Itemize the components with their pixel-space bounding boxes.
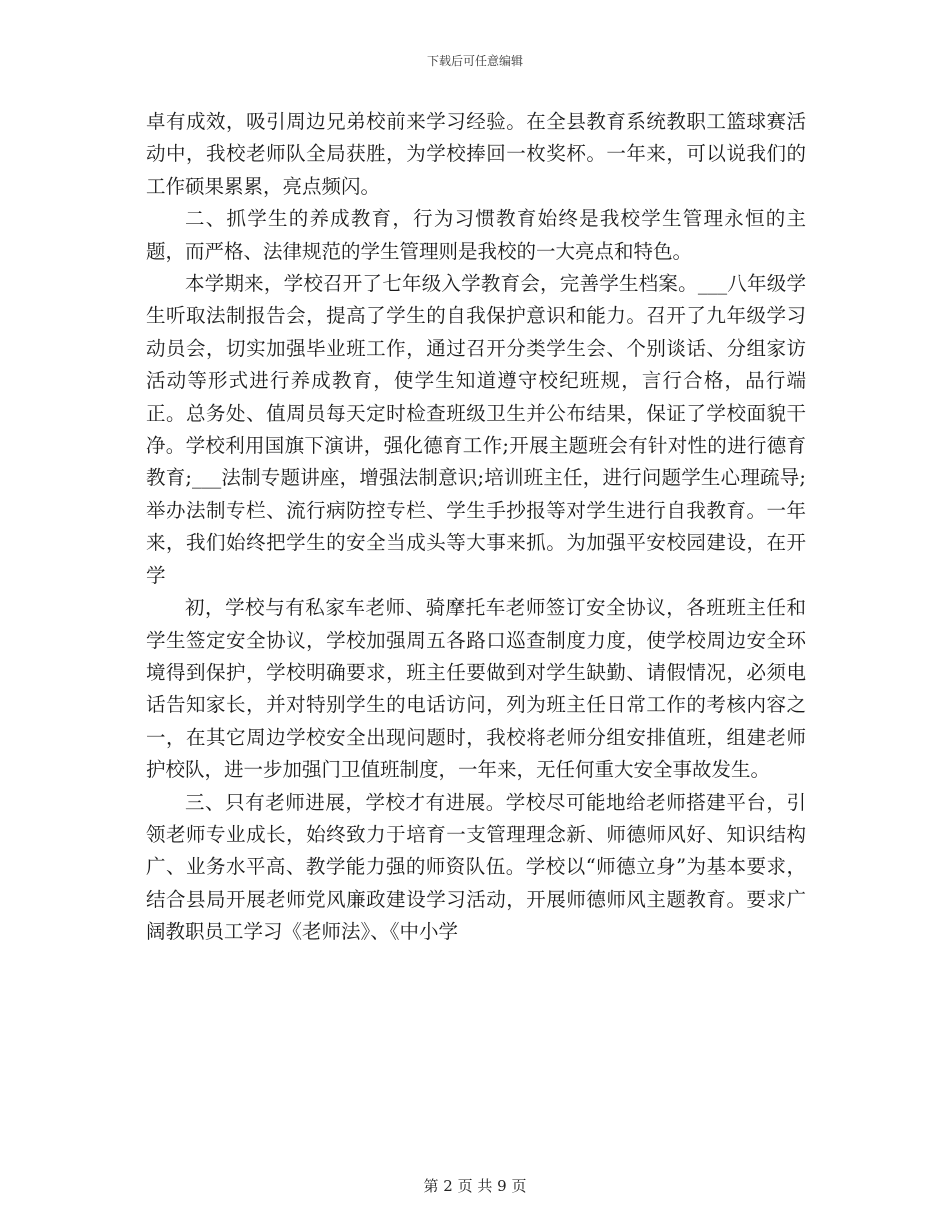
- paragraph-2: 二、抓学生的养成教育，行为习惯教育始终是我校学生管理永恒的主题，而严格、法律规范的学生管理则是我校的一大亮点和特色。: [146, 207, 806, 263]
- paragraph-4: 初，学校与有私家车老师、骑摩托车老师签订安全协议，各班班主任和学生签定安全协议，学校加强周五各路口巡查制度力度，使学校周边安全环境得到保护，学校明确要求，班主任要做到对学生缺勤、请假情况，必须电话告知家长，并对特别学生的电话访问，列为班主任日常工作的考核内容之一，在其它周边学校安全出现问题时，我校将老师分组安排值班，组建老师护校队，进一步加强门卫值班制度，一年来，无任何重大安全事故发生。: [146, 596, 806, 782]
- paragraph-3: 本学期来，学校召开了七年级入学教育会，完善学生档案。___八年级学生听取法制报告会，提高了学生的自我保护意识和能力。召开了九年级学习动员会，切实加强毕业班工作，通过召开分类学生会、个别谈话、分组家访活动等形式进行养成教育，使学生知道遵守校纪班规，言行合格，品行端正。总务处、值周员每天定时检查班级卫生并公布结果，保证了学校面貌干净。学校利用国旗下演讲，强化德育工作;开展主题班会有针对性的进行德育教育;___法制专题讲座，增强法制意识;培训班主任，进行问题学生心理疏导;举办法制专栏、流行病防控专栏、学生手抄报等对学生进行自我教育。一年来，我们始终把学生的安全当成头等大事来抓。为加强平安校园建设，在开学: [146, 272, 806, 587]
- page-header: 下载后可任意编辑: [426, 54, 523, 68]
- body-text: [146, 106, 806, 949]
- paragraph-1: 卓有成效，吸引周边兄弟校前来学习经验。在全县教育系统教职工篮球赛活动中，我校老师队全局获胜，为学校捧回一枚奖杯。一年来，可以说我们的工作硕果累累，亮点频闪。: [146, 110, 806, 198]
- paragraph-5: 三、只有老师进展，学校才有进展。学校尽可能地给老师搭建平台，引领老师专业成长，始终致力于培育一支管理理念新、师德师风好、知识结构广、业务水平高、教学能力强的师资队伍。学校以“师德立身”为基本要求，结合县局开展老师党风廉政建设学习活动，开展师德师风主题教育。要求广阔教职员工学习《老师法》、《中小学: [146, 790, 806, 944]
- page-footer: 第 2 页 共 9 页: [423, 1177, 527, 1195]
